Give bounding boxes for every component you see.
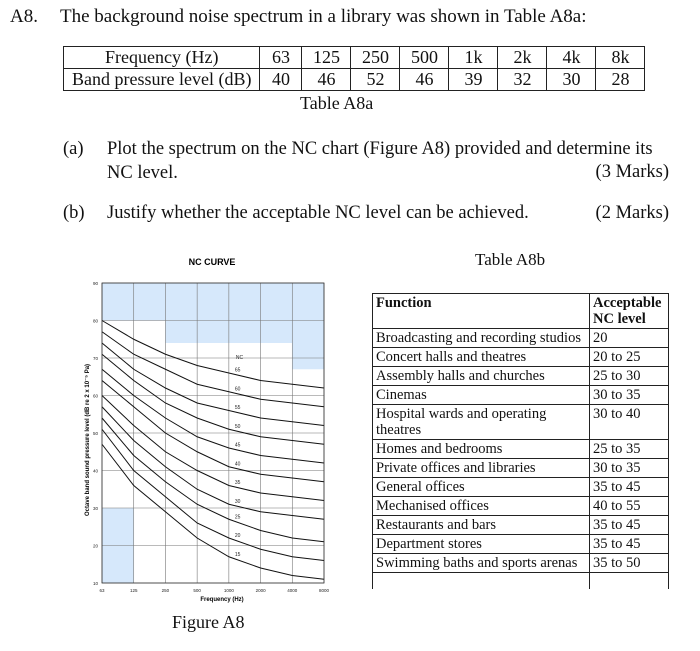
table-cell-function: Private offices and libraries xyxy=(373,459,590,478)
nc-curve-line xyxy=(102,369,324,463)
table-row xyxy=(373,367,669,386)
chart-curves xyxy=(102,321,324,580)
nc-curve-label: 45 xyxy=(234,442,241,449)
table-cell-function: Concert halls and theatres xyxy=(373,348,590,367)
table-a8b-caption: Table A8b xyxy=(475,250,546,269)
table-cell: 40 xyxy=(260,69,302,91)
x-tick-label: 125 xyxy=(129,588,138,593)
x-tick-label: 250 xyxy=(161,588,170,593)
table-row xyxy=(373,459,669,478)
part-a-marks: (3 Marks) xyxy=(595,162,669,182)
table-cell-function: General offices xyxy=(373,478,590,497)
y-tick-label: 60 xyxy=(92,393,98,399)
table-cell: 28 xyxy=(596,69,645,91)
nc-curve-line xyxy=(102,418,324,542)
nc-curve-label: 35 xyxy=(234,480,241,487)
table-cell-nc: 35 to 45 xyxy=(590,478,669,497)
part-b-text: Justify whether the acceptable NC level can be achieved. xyxy=(107,203,529,223)
table-cell: 30 xyxy=(547,69,596,91)
nc-curve-label: 20 xyxy=(234,533,241,540)
table-row xyxy=(373,348,669,367)
table-cell-function: Assembly halls and churches xyxy=(373,367,590,386)
column-header-nc: Acceptable NC level xyxy=(590,294,669,329)
table-row xyxy=(373,535,669,554)
shaded-region xyxy=(165,321,324,344)
part-b-marks: (2 Marks) xyxy=(595,203,669,223)
nc-chart xyxy=(80,250,340,610)
question-text: The background noise spectrum in a library was shown in Table A8a: xyxy=(60,6,587,27)
part-b-label: (b) xyxy=(63,203,85,223)
nc-curve-label: 55 xyxy=(234,405,241,412)
table-cell-nc: 35 to 45 xyxy=(590,535,669,554)
nc-curve-line xyxy=(102,429,324,560)
table-row xyxy=(373,554,669,573)
table-header-row xyxy=(373,294,669,329)
table-cell-function: Cinemas xyxy=(373,386,590,405)
nc-curve-label: 65 xyxy=(234,367,241,374)
table-cell-nc: 20 xyxy=(590,329,669,348)
question-number: A8. xyxy=(10,6,38,27)
table-cell: 46 xyxy=(400,69,449,91)
x-tick-label: 1000 xyxy=(223,588,234,593)
chart-y-label: Octave band sound pressure level (dB re 2 x 10⁻⁵ Pa) xyxy=(85,363,91,517)
table-cell-function: Broadcasting and recording studios xyxy=(373,329,590,348)
y-tick-label: 20 xyxy=(92,543,98,549)
y-tick-label: 40 xyxy=(92,468,98,474)
y-tick-label: 30 xyxy=(92,506,98,511)
table-cell: 2k xyxy=(498,47,547,69)
shaded-region xyxy=(292,343,324,369)
table-a8b xyxy=(372,293,669,589)
table-row xyxy=(373,516,669,535)
table-cell-nc: 40 to 55 xyxy=(590,497,669,516)
table-cell: 39 xyxy=(449,69,498,91)
table-row xyxy=(373,478,669,497)
table-cell-function: Department stores xyxy=(373,535,590,554)
table-row xyxy=(373,386,669,405)
table-a8a-caption: Table A8a xyxy=(300,93,374,113)
nc-curve-line xyxy=(102,396,324,501)
table-row xyxy=(64,47,645,69)
x-tick-label: 8000 xyxy=(318,588,330,593)
table-row xyxy=(373,440,669,459)
table-cell-nc: 30 to 35 xyxy=(590,386,669,405)
table-cell: 52 xyxy=(351,69,400,91)
nc-curve-label: 50 xyxy=(234,423,241,430)
nc-legend-title: NC xyxy=(235,355,244,361)
table-cell: 63 xyxy=(260,47,302,69)
table-cell-nc: 35 to 50 xyxy=(590,554,669,573)
row-header-level: Band pressure level (dB) xyxy=(64,69,260,91)
table-cell: 250 xyxy=(351,47,400,69)
nc-curve-label: 25 xyxy=(234,514,241,521)
x-tick-label: 4000 xyxy=(287,588,298,593)
table-cell-function: Mechanised offices xyxy=(373,497,590,516)
table-cell: 1k xyxy=(449,47,498,69)
table-cell-function: Hospital wards and operating theatres xyxy=(373,405,590,440)
y-tick-label: 50 xyxy=(92,431,98,436)
table-row xyxy=(64,69,645,91)
table-cell-function: Restaurants and bars xyxy=(373,516,590,535)
y-tick-label: 90 xyxy=(92,281,98,286)
table-cell-nc: 25 to 35 xyxy=(590,440,669,459)
table-cell: 46 xyxy=(302,69,351,91)
table-cell-function: Homes and bedrooms xyxy=(373,440,590,459)
nc-curve-label: 60 xyxy=(234,386,241,393)
nc-curve-label: 30 xyxy=(234,498,241,505)
x-tick-label: 63 xyxy=(99,588,105,593)
chart-x-label: Frequency (Hz) xyxy=(200,597,244,603)
table-cell-nc: 35 to 45 xyxy=(590,516,669,535)
column-header-function: Function xyxy=(373,294,590,329)
part-a-text: Plot the spectrum on the NC chart (Figure A8) provided and determine its NC level. xyxy=(107,139,653,183)
x-tick-label: 500 xyxy=(193,588,201,593)
table-cell: 125 xyxy=(302,47,351,69)
y-tick-label: 70 xyxy=(92,356,98,361)
table-cell: 500 xyxy=(400,47,449,69)
table-cell-nc: 25 to 30 xyxy=(590,367,669,386)
chart-title: NC CURVE xyxy=(188,257,236,267)
shaded-region xyxy=(102,283,324,321)
figure-caption: Figure A8 xyxy=(172,612,245,632)
y-tick-label: 80 xyxy=(92,318,98,324)
table-cell: 4k xyxy=(547,47,596,69)
table-cell-nc: 30 to 35 xyxy=(590,459,669,478)
part-a-label: (a) xyxy=(63,139,84,159)
x-tick-label: 2000 xyxy=(255,588,266,593)
table-row xyxy=(373,329,669,348)
table-cell: 8k xyxy=(596,47,645,69)
nc-curve-label: 40 xyxy=(234,461,241,468)
table-row xyxy=(373,497,669,516)
table-cell-function: Swimming baths and sports arenas xyxy=(373,554,590,573)
nc-curve-label: 15 xyxy=(234,551,241,558)
table-cell-nc: 30 to 40 xyxy=(590,405,669,440)
table-cell-nc: 20 to 25 xyxy=(590,348,669,367)
row-header-frequency: Frequency (Hz) xyxy=(64,47,260,69)
nc-curve-line xyxy=(102,354,324,444)
table-row xyxy=(373,405,669,440)
table-cell: 32 xyxy=(498,69,547,91)
table-a8a xyxy=(63,46,645,91)
y-tick-label: 10 xyxy=(92,581,98,586)
